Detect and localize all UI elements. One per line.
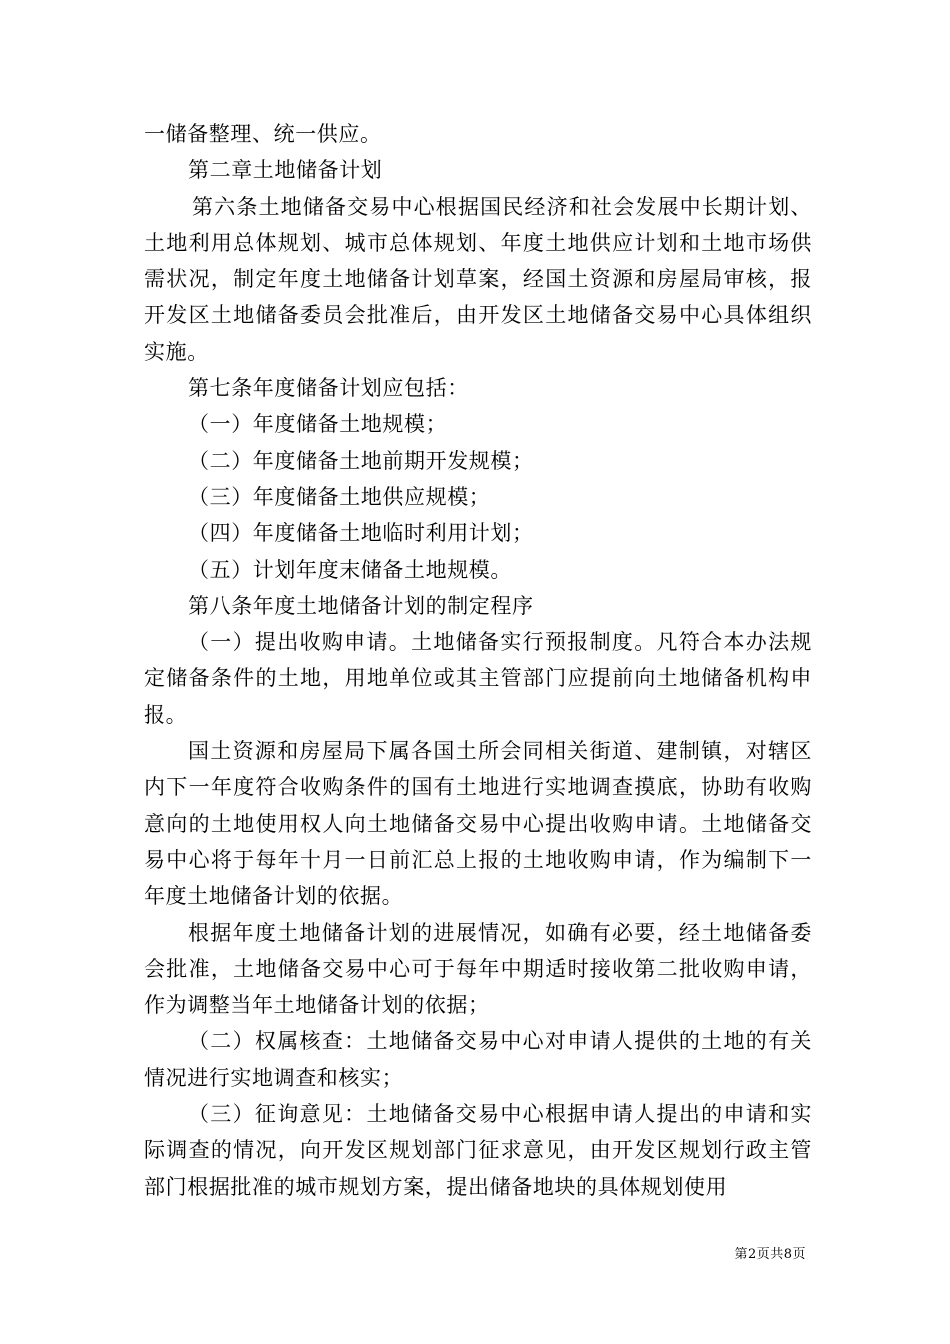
list-item-4: （四）年度储备土地临时利用计划； xyxy=(188,521,534,546)
procedure-step-1: （一）提出收购申请。土地储备实行预报制度。凡符合本办法规定储备条件的土地，用地单位或其主管部门应提前向土地储备机构申报。 xyxy=(144,630,812,727)
article-7: 第七条年度储备计划应包括： xyxy=(188,376,469,401)
article-6: 第六条土地储备交易中心根据国民经济和社会发展中长期计划、土地利用总体规划、城市总体规划、年度土地供应计划和土地市场供需状况，制定年度土地储备计划草案，经国土资源和房屋局审核，报开发区土地储备委员会批准后，由开发区土地储备交易中心具体组织实施。 xyxy=(144,194,812,364)
article-8: 第八条年度土地储备计划的制定程序 xyxy=(188,593,534,618)
paragraph-continuation: 一储备整理、统一供应。 xyxy=(144,122,382,146)
list-item-5: （五）计划年度末储备土地规模。 xyxy=(188,557,512,582)
procedure-step-2: （二）权属核查：土地储备交易中心对申请人提供的土地的有关情况进行实地调查和核实； xyxy=(144,1029,812,1090)
page-number: 第2页共8页 xyxy=(734,1247,806,1262)
procedure-paragraph: 根据年度土地储备计划的进展情况，如确有必要，经土地储备委会批准，土地储备交易中心可于每年中期适时接收第二批收购申请，作为调整当年土地储备计划的依据； xyxy=(144,920,812,1018)
chapter-heading: 第二章土地储备计划 xyxy=(188,158,383,183)
list-item-1: （一）年度储备土地规模； xyxy=(188,412,448,437)
procedure-paragraph: 国土资源和房屋局下属各国土所会同相关街道、建制镇，对辖区内下一年度符合收购条件的国有土地进行实地调查摸底，协助有收购意向的土地使用权人向土地储备交易中心提出收购申请。土地储备交易中心将于每年十月一日前汇总上报的土地收购申请，作为编制下一年度土地储备计划的依据。 xyxy=(144,739,812,909)
document-body xyxy=(144,116,812,1205)
procedure-step-3: （三）征询意见：土地储备交易中心根据申请人提出的申请和实际调查的情况，向开发区规划部门征求意见，由开发区规划行政主管部门根据批准的城市规划方案，提出储备地块的具体规划使用 xyxy=(144,1102,812,1199)
list-item-3: （三）年度储备土地供应规模； xyxy=(188,484,491,509)
list-item-2: （二）年度储备土地前期开发规模； xyxy=(188,448,534,473)
